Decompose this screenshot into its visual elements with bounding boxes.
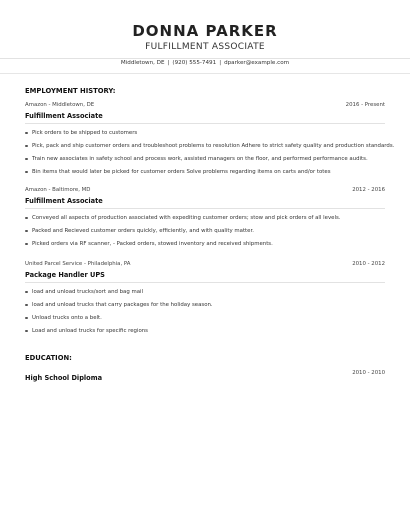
bullet-text: Picked orders via RF scanner, - Packed orders, stowed inventory and received shipments. [32, 241, 273, 247]
list-item [25, 314, 385, 327]
job-dates: 2016 - Present [345, 102, 385, 108]
bullet-icon [25, 145, 28, 148]
contact-email[interactable]: dparker@example.com [224, 60, 290, 66]
candidate-title: FULFILLMENT ASSOCIATE [145, 42, 265, 52]
list-item [25, 240, 385, 253]
job-bullets [25, 214, 385, 253]
bullet-text: Pick, pack and ship customer orders and troubleshoot problems to resolution Adhere to strict safety quality and production standards. [32, 143, 395, 149]
education-dates: 2010 - 2010 [352, 370, 385, 376]
contact-divider [0, 73, 410, 74]
bullet-text: load and unload trucks that carry packages for the holiday season. [32, 302, 213, 308]
header-divider [0, 58, 410, 59]
bullet-text: Bin items that would later be picked for customer orders Solve problems regarding items on carts and/or totes [32, 169, 331, 175]
job-meta [25, 102, 385, 108]
list-item [25, 227, 385, 240]
list-item [25, 142, 395, 155]
job-title: Fulfillment Associate [25, 197, 103, 205]
bullet-icon [25, 217, 28, 220]
bullet-icon [25, 291, 28, 294]
job-divider [25, 208, 385, 209]
list-item [25, 288, 385, 301]
bullet-icon [25, 230, 28, 233]
contact-line [0, 60, 410, 66]
contact-separator: | [219, 60, 222, 66]
list-item [25, 301, 385, 314]
bullet-icon [25, 243, 28, 246]
bullet-text: Load and unload trucks for specific regions [32, 328, 148, 334]
list-item [25, 155, 385, 168]
employment-heading: EMPLOYMENT HISTORY: [25, 87, 116, 95]
job-divider [25, 123, 385, 124]
bullet-icon [25, 132, 28, 135]
list-item [25, 214, 385, 227]
job-dates: 2010 - 2012 [352, 261, 385, 267]
job-title: Fulfillment Associate [25, 112, 103, 120]
job-meta [25, 187, 385, 193]
contact-separator: | [167, 60, 170, 66]
list-item [25, 129, 385, 142]
list-item [25, 168, 385, 181]
bullet-icon [25, 158, 28, 161]
bullet-text: Packed and Recieved customer orders quickly, efficiently, and with quality matter. [32, 228, 254, 234]
bullet-text: Pick orders to be shipped to customers [32, 130, 138, 136]
job-title: Package Handler UPS [25, 271, 105, 279]
bullet-text: Unload trucks onto a belt. [32, 315, 102, 321]
job-bullets [25, 288, 385, 340]
job-company: Amazon - Middletown, DE [25, 102, 95, 108]
job-company: Amazon - Baltimore, MD [25, 187, 91, 193]
bullet-text: load and unload trucks/sort and bag mail [32, 289, 144, 295]
contact-phone: (920) 555-7491 [172, 60, 217, 66]
bullet-icon [25, 317, 28, 320]
job-company: United Parcel Service - Philadelphia, PA [25, 261, 131, 267]
bullet-icon [25, 171, 28, 174]
job-meta [25, 261, 385, 267]
education-heading: EDUCATION: [25, 354, 72, 362]
candidate-name: DONNA PARKER [132, 22, 278, 40]
bullet-text: Train new associates in safety school and process work, assisted managers on the floor, and performed performance audits. [32, 156, 368, 162]
bullet-icon [25, 330, 28, 333]
bullet-icon [25, 304, 28, 307]
education-title: High School Diploma [25, 374, 103, 382]
job-divider [25, 282, 385, 283]
contact-location: Middletown, DE [120, 60, 165, 66]
job-dates: 2012 - 2016 [352, 187, 385, 193]
bullet-text: Conveyed all aspects of production associated with expediting customer orders; stow and pick orders of all levels. [32, 215, 341, 221]
job-bullets [25, 129, 395, 181]
list-item [25, 327, 385, 340]
